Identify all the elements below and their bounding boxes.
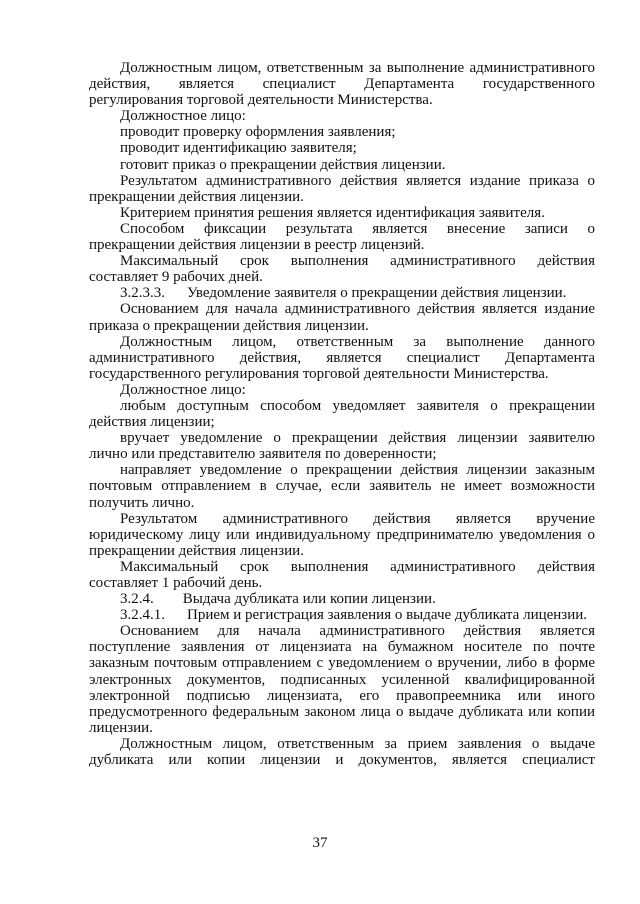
text-line: действия, является специалист Департамента государственного: [89, 76, 595, 93]
text-line: составляет 1 рабочий день.: [89, 575, 263, 591]
paragraph: [89, 511, 595, 559]
paragraph: [89, 221, 595, 253]
text-line: дубликата или копии лицензии и документов, является специалист: [89, 752, 595, 769]
section-title: Выдача дубликата или копии лицензии.: [182, 591, 436, 608]
text-line: Основанием для начала административного действия является издание: [120, 301, 595, 318]
text-line: регулирования торговой деятельности Министерства.: [89, 92, 433, 109]
text-line: административного действия, является специалист Департамента: [89, 349, 595, 366]
section-heading: [89, 285, 595, 301]
paragraph: проводит идентификацию заявителя;: [120, 140, 357, 157]
paragraph: Критерием принятия решения является идентификация заявителя.: [120, 204, 545, 221]
paragraph: [89, 398, 595, 430]
section-title: Прием и регистрация заявления о выдаче дубликата лицензии.: [187, 607, 588, 624]
text-line: Должностным лицом, ответственным за прием заявления о выдаче: [120, 735, 595, 752]
paragraph: [89, 60, 595, 108]
section-number: 3.2.4.: [120, 591, 154, 608]
section-number: 3.2.3.3.: [120, 285, 165, 302]
text-line: действия лицензии;: [89, 414, 215, 431]
text-line: любым доступным способом уведомляет заявителя о прекращении: [120, 397, 595, 414]
text-line: прекращении действия лицензии в реестр лицензий.: [89, 237, 425, 254]
section-heading: [89, 607, 595, 623]
paragraph: [89, 559, 595, 591]
section-title: Уведомление заявителя о прекращении действия лицензии.: [187, 285, 567, 302]
text-line: прекращении действия лицензии.: [89, 542, 304, 559]
paragraph: Должностное лицо:: [120, 381, 246, 398]
text-line: получить лично.: [89, 494, 195, 511]
paragraph: проводит проверку оформления заявления;: [120, 124, 396, 141]
page-number: 37: [312, 835, 328, 851]
text-line: лично или представителю заявителя по доверенности;: [89, 446, 437, 463]
section-number: 3.2.4.1.: [120, 607, 165, 624]
section-heading: [89, 591, 595, 607]
text-line: прекращении действия лицензии.: [89, 188, 304, 205]
text-line: Результатом административного действия является вручение: [120, 510, 595, 527]
paragraph: Должностное лицо:: [120, 108, 246, 125]
text-line: электронной подписью лицензиата, его правопреемника или иного: [89, 687, 595, 704]
text-line: приказа о прекращении действия лицензии.: [89, 317, 369, 334]
text-line: Максимальный срок выполнения административного действия: [120, 253, 595, 270]
text-line: составляет 9 рабочих дней.: [89, 269, 263, 286]
text-line: вручает уведомление о прекращении действия лицензии заявителю: [120, 430, 595, 447]
text-line: Результатом административного действия является издание приказа о: [120, 172, 595, 189]
paragraph: [89, 736, 595, 768]
text-line: Основанием для начала административного действия является: [120, 623, 595, 640]
paragraph: готовит приказ о прекращении действия лицензии.: [120, 156, 446, 173]
text-line: юридическому лицу или индивидуальному предпринимателю уведомления о: [89, 526, 595, 543]
text-line: электронных документов, подписанных усиленной квалифицированной: [89, 671, 595, 688]
text-line: Максимальный срок выполнения административного действия: [120, 558, 595, 575]
paragraph: [89, 173, 595, 205]
text-line: Способом фиксации результата является внесение записи о: [120, 220, 595, 237]
text-line: поступление заявления от лицензиата на бумажном носителе по почте: [89, 639, 595, 656]
paragraph: [89, 623, 595, 736]
paragraph: [89, 301, 595, 333]
text-line: Должностным лицом, ответственным за выполнение данного: [120, 333, 595, 350]
text-line: Должностным лицом, ответственным за выполнение административного: [120, 60, 595, 76]
paragraph: [89, 430, 595, 462]
document-page: [89, 60, 595, 768]
text-line: лицензии.: [89, 719, 153, 736]
paragraph: [89, 334, 595, 382]
text-line: заказным почтовым отправлением с уведомлением о вручении, либо в форме: [89, 655, 595, 672]
text-line: государственного регулирования торговой деятельности Министерства.: [89, 365, 549, 382]
text-line: направляет уведомление о прекращении действия лицензии заказным: [120, 462, 595, 479]
text-line: предусмотренного федеральным законом лица о выдаче дубликата или копии: [89, 703, 595, 720]
text-line: почтовым отправлением в случае, если заявитель не имеет возможности: [89, 478, 595, 495]
paragraph: [89, 462, 595, 510]
paragraph: [89, 253, 595, 285]
